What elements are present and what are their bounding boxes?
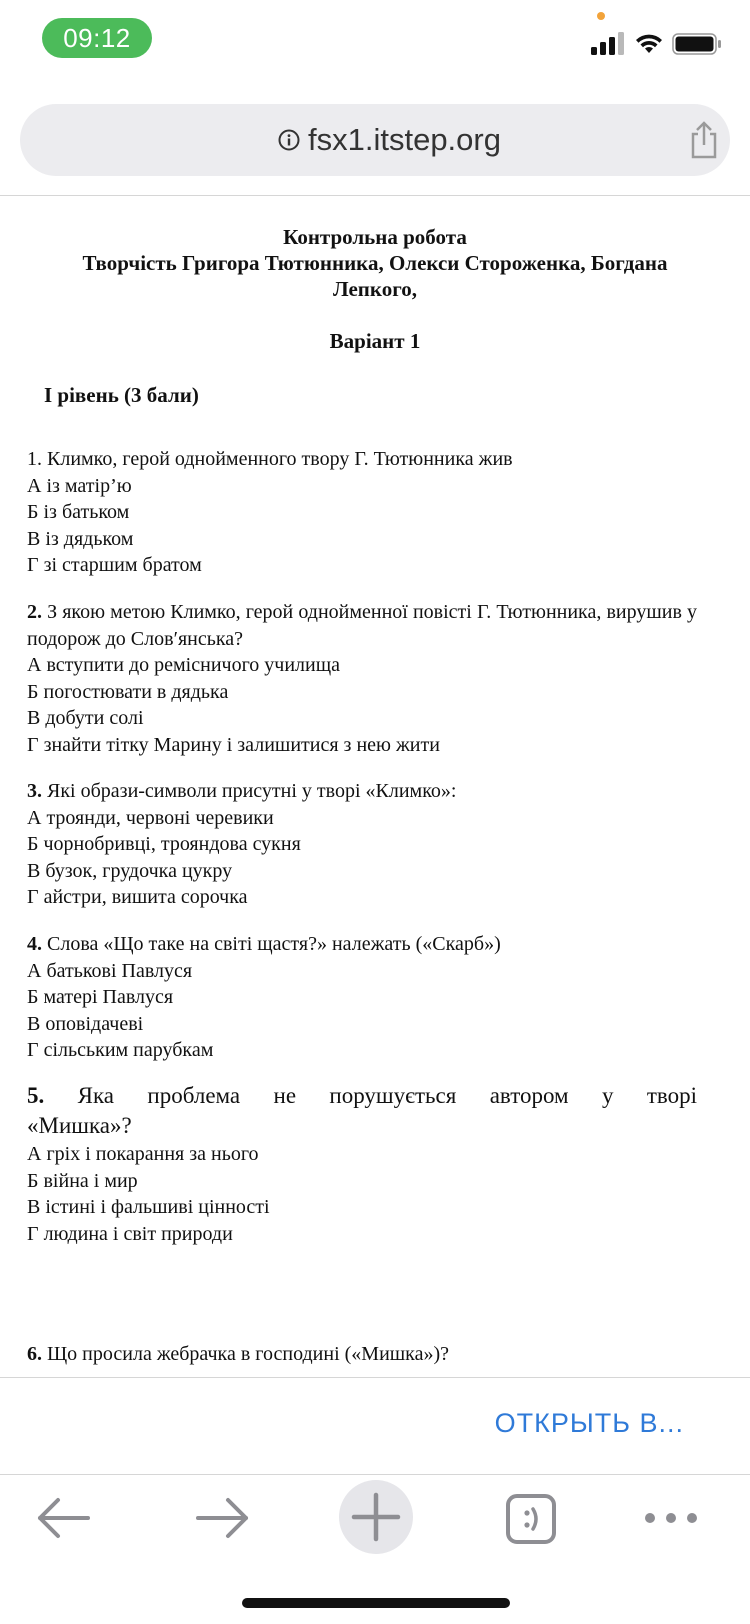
question-5 [27, 1081, 697, 1247]
answer-option: В бузок, грудочка цукру [27, 859, 233, 882]
open-in-button[interactable]: ОТКРЫТЬ В... [494, 1408, 684, 1438]
question-body: З якою метою Климко, герой однойменної повісті Г. Тютюнника, вирушив у подорож до Слов′янська? [27, 601, 697, 650]
answer-option: Б погостювати в дядька [27, 680, 229, 703]
answer-option: А троянди, червоні черевики [27, 806, 274, 829]
share-icon[interactable] [686, 120, 722, 160]
question-text [27, 446, 697, 473]
question-text [27, 931, 697, 958]
tabs-icon [496, 1483, 566, 1553]
toolbar-divider [0, 1474, 750, 1475]
info-icon[interactable] [278, 129, 300, 151]
title-line: Творчість Григора Тютюнника, Олекси Стороженка, Богдана [82, 251, 668, 275]
level-heading: І рівень (3 бали) [44, 383, 199, 407]
privacy-indicator-dot [597, 12, 605, 20]
arrow-left-icon [30, 1483, 100, 1553]
more-button[interactable] [636, 1483, 706, 1553]
forward-button[interactable] [186, 1483, 256, 1553]
question-text [27, 778, 697, 805]
wifi-icon [634, 31, 664, 55]
title-line: Контрольна робота [283, 225, 467, 249]
answer-option: В добути солі [27, 707, 144, 729]
url-text[interactable]: fsx1.itstep.org [308, 122, 501, 157]
question-body: Які образи-символи присутні у творі «Климко»: [47, 780, 457, 802]
more-icon [636, 1483, 706, 1553]
answer-option: А батькові Павлуся [27, 959, 193, 982]
question-number: 4. [27, 933, 42, 955]
question-number: 2. [27, 601, 42, 623]
answer-option: Б війна і мир [27, 1169, 138, 1192]
answer-option: А із матір’ю [27, 474, 132, 497]
question-4 [27, 931, 697, 1064]
status-bar [0, 0, 750, 88]
question-body: Климко, герой однойменного твору Г. Тютюнника жив [47, 448, 513, 470]
question-3 [27, 778, 697, 911]
content-divider [0, 1377, 750, 1378]
question-body: Слова «Що таке на світі щастя?» належать («Скарб») [47, 933, 501, 955]
title-line: Лепкого, [332, 277, 417, 301]
question-body: Що просила жебрачка в господині («Мишка»)? [47, 1343, 450, 1365]
tab-switcher-button[interactable] [496, 1483, 566, 1553]
answer-option: Б чорнобривці, трояндова сукня [27, 833, 301, 855]
back-button[interactable] [30, 1483, 100, 1553]
answer-option: В істині і фальшиві цінності [27, 1196, 270, 1218]
new-tab-button[interactable] [339, 1480, 413, 1554]
document-view[interactable] [0, 196, 750, 1376]
answer-option: Г сільським парубкам [27, 1039, 214, 1061]
answer-option: В оповідачеві [27, 1012, 144, 1035]
home-indicator[interactable] [242, 1598, 510, 1608]
answer-option: Г зі старшим братом [27, 554, 202, 576]
variant-heading: Варіант 1 [329, 329, 421, 353]
question-text [27, 1081, 697, 1141]
question-2 [27, 599, 697, 758]
question-number: 3. [27, 780, 42, 802]
answer-option: Г знайти тітку Марину і залишитися з нею жити [27, 733, 440, 756]
question-number: 6. [27, 1343, 42, 1365]
question-number: 1. [27, 448, 42, 470]
question-text [27, 599, 697, 652]
answer-option: Б із батьком [27, 501, 130, 523]
question-body: Яка проблема не порушується автором у творі «Мишка»? [27, 1083, 698, 1138]
question-text [27, 1341, 697, 1368]
answer-option: Г айстри, вишита сорочка [27, 886, 248, 908]
status-time: 09:12 [42, 18, 152, 58]
answer-option: Б матері Павлуся [27, 986, 174, 1008]
plus-icon [339, 1480, 413, 1554]
cellular-signal-icon [591, 31, 627, 55]
arrow-right-icon [186, 1483, 256, 1553]
question-number: 5. [27, 1083, 45, 1108]
answer-option: А вступити до ремісничого училища [27, 654, 341, 676]
document-title [0, 224, 750, 302]
answer-option: В із дядьком [27, 527, 134, 550]
address-bar[interactable] [20, 104, 730, 176]
answer-option: Г людина і світ природи [27, 1222, 233, 1245]
battery-icon [672, 33, 722, 55]
question-6 [27, 1341, 697, 1368]
answer-option: А гріх і покарання за нього [27, 1143, 259, 1165]
question-1 [27, 446, 697, 579]
